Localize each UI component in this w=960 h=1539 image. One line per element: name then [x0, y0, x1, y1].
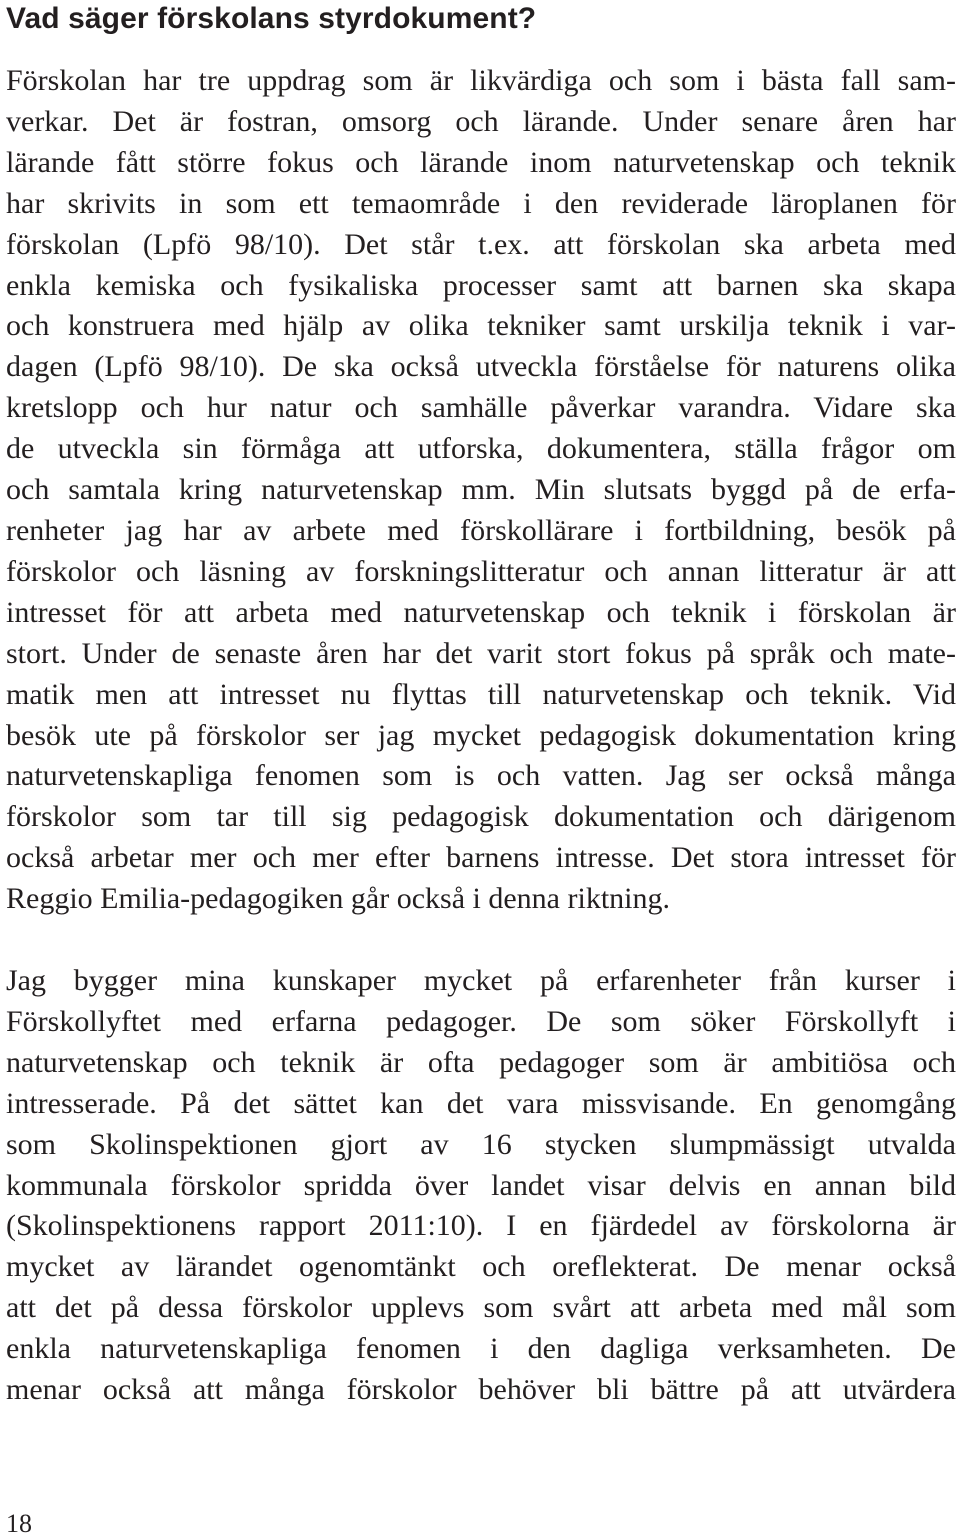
text-line: matik men att intresset nu flyttas till naturvetenskap och teknik. Vid [6, 677, 956, 711]
text-line: verkar. Det är fostran, omsorg och lärande. Under senare åren har [6, 104, 956, 138]
text-line: har skrivits in som ett temaområde i den reviderade läroplanen för [6, 186, 956, 220]
text-line: naturvetenskap och teknik är ofta pedagoger som är ambitiösa och [6, 1045, 956, 1079]
text-line: stort. Under de senaste åren har det varit stort fokus på språk och mate- [6, 636, 956, 670]
text-line: dagen (Lpfö 98/10). De ska också utveckla förståelse för naturens olika [6, 350, 956, 384]
text-line: mycket av lärandet ogenomtänkt och oreflekterat. De menar också [6, 1250, 956, 1284]
text-line: enkla naturvetenskapliga fenomen i den dagliga verksamheten. De [6, 1332, 956, 1366]
text-line: enkla kemiska och fysikaliska processer samt att barnen ska skapa [6, 268, 956, 302]
text-line: intresset för att arbeta med naturvetenskap och teknik i förskolan är [6, 595, 956, 629]
text-line: som Skolinspektionen gjort av 16 stycken slumpmässigt utvalda [6, 1127, 956, 1161]
text-line: besök ute på förskolor ser jag mycket pedagogisk dokumentation kring [6, 718, 956, 752]
section-heading: Vad säger förskolans styrdokument? [6, 2, 537, 35]
text-line: Förskolan har tre uppdrag som är likvärdiga och som i bästa fall sam- [6, 64, 956, 97]
text-line: Reggio Emilia-pedagogiken går också i denna riktning. [6, 882, 670, 916]
page-number: 18 [6, 1509, 32, 1538]
text-line: och konstruera med hjälp av olika tekniker samt urskilja teknik i var- [6, 309, 956, 343]
text-line: (Skolinspektionens rapport 2011:10). I en fjärdedel av förskolorna är [6, 1209, 956, 1243]
text-line: Förskollyftet med erfarna pedagoger. De som söker Förskollyft i [6, 1004, 956, 1038]
text-line: de utveckla sin förmåga att utforska, dokumentera, ställa frågor om [6, 432, 956, 466]
text-line: och samtala kring naturvetenskap mm. Min slutsats byggd på de erfa- [6, 473, 956, 507]
text-line: intresserade. På det sättet kan det vara missvisande. En genomgång [6, 1086, 956, 1120]
text-line: naturvetenskapliga fenomen som is och vatten. Jag ser också många [6, 759, 956, 793]
text-line: menar också att många förskolor behöver bli bättre på att utvärdera [6, 1373, 956, 1407]
text-line: också arbetar mer och mer efter barnens intresse. Det stora intresset för [6, 841, 956, 875]
text-line: renheter jag har av arbete med förskollärare i fortbildning, besök på [6, 513, 956, 547]
text-line: förskolor och läsning av forskningslitteratur och annan litteratur är att [6, 554, 956, 588]
text-line: kommunala förskolor spridda över landet visar delvis en annan bild [6, 1168, 956, 1202]
text-line: förskolor som tar till sig pedagogisk dokumentation och därigenom [6, 800, 956, 834]
paragraph [6, 961, 956, 1411]
paragraph [6, 61, 956, 920]
text-line: lärande fått större fokus och lärande inom naturvetenskap och teknik [6, 145, 956, 179]
text-line: Jag bygger mina kunskaper mycket på erfarenheter från kurser i [6, 964, 956, 997]
text-line: förskolan (Lpfö 98/10). Det står t.ex. att förskolan ska arbeta med [6, 227, 956, 261]
text-line: att det på dessa förskolor upplevs som svårt att arbeta med mål som [6, 1291, 956, 1325]
text-line: kretslopp och hur natur och samhälle påverkar varandra. Vidare ska [6, 391, 956, 425]
